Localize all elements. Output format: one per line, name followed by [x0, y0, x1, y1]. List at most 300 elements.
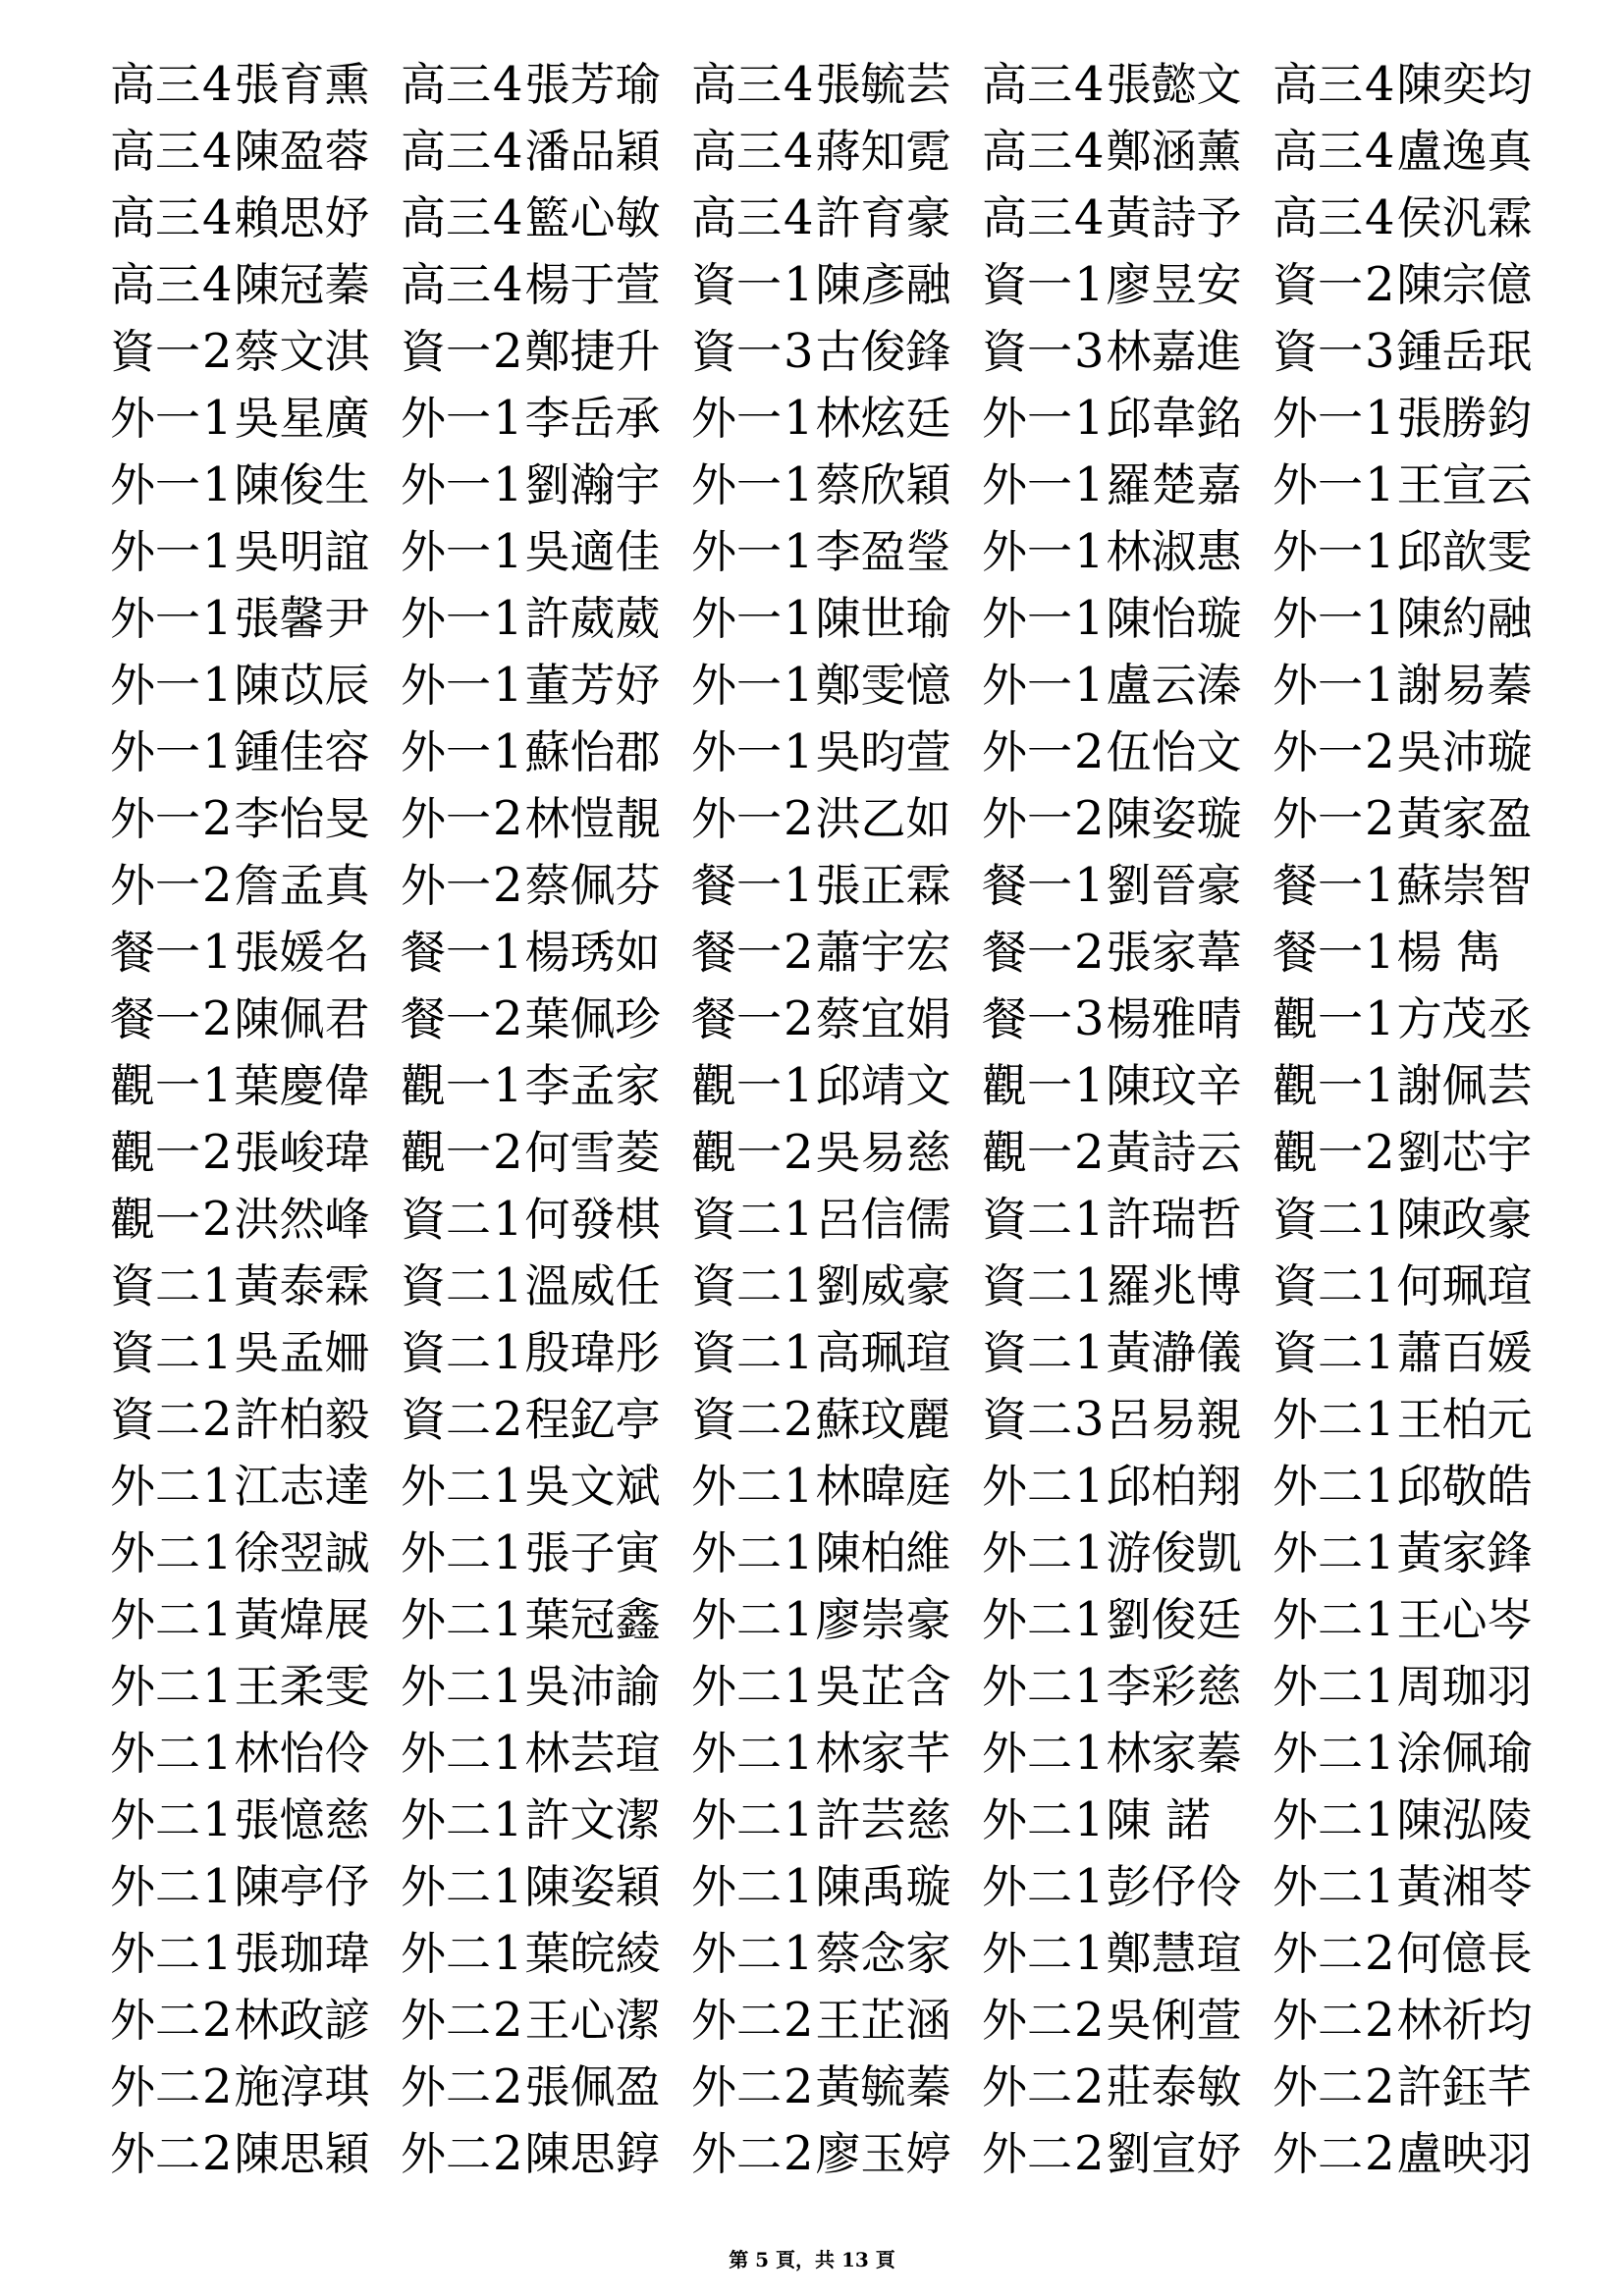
- class-number: 1: [1365, 991, 1395, 1046]
- class-label: 外二: [401, 1793, 491, 1846]
- student-entry: [691, 1119, 982, 1186]
- student-entry: [691, 51, 982, 118]
- class-label: 資二: [691, 1259, 782, 1312]
- class-label: 資二: [401, 1393, 491, 1446]
- student-name: 楊于萱: [524, 258, 661, 311]
- class-label: 外一: [401, 525, 491, 578]
- list-row: [110, 118, 1543, 185]
- student-entry: [401, 318, 691, 385]
- class-number: 2: [784, 1125, 814, 1180]
- class-label: 外二: [982, 1526, 1072, 1579]
- student-name: 楊琇如: [524, 926, 661, 979]
- student-entry: [401, 1586, 691, 1653]
- class-number: 1: [1074, 658, 1105, 713]
- student-entry: [401, 1319, 691, 1386]
- class-label: 外一: [110, 659, 200, 712]
- student-name: 陳泓陵: [1396, 1793, 1533, 1846]
- class-label: 資一: [401, 325, 491, 378]
- class-number: 2: [493, 858, 523, 913]
- class-label: 資一: [691, 325, 782, 378]
- student-entry: [982, 986, 1272, 1052]
- class-label: 外二: [1272, 1927, 1363, 1980]
- list-row: [110, 1319, 1543, 1386]
- class-label: 外二: [691, 1460, 782, 1513]
- student-list: [110, 51, 1543, 2187]
- class-number: 1: [1365, 1192, 1395, 1247]
- student-entry: [982, 385, 1272, 452]
- student-entry: [982, 2054, 1272, 2120]
- student-entry: [691, 652, 982, 719]
- student-entry: [401, 785, 691, 852]
- class-number: 2: [784, 2126, 814, 2181]
- student-entry: [1272, 1653, 1543, 1720]
- student-entry: [401, 652, 691, 719]
- student-entry: [1272, 785, 1543, 852]
- class-number: 1: [1365, 391, 1395, 446]
- class-number: 1: [1365, 1659, 1395, 1714]
- student-entry: [1272, 452, 1543, 518]
- class-number: 2: [493, 324, 523, 379]
- student-name: 邱柏翔: [1106, 1460, 1242, 1513]
- class-label: 外一: [982, 592, 1072, 645]
- list-row: [110, 1052, 1543, 1119]
- class-number: 1: [784, 1192, 814, 1247]
- student-name: 張馨尹: [234, 592, 370, 645]
- class-label: 外二: [1272, 1860, 1363, 1913]
- class-label: 外一: [1272, 725, 1363, 778]
- class-label: 高三: [110, 125, 200, 178]
- class-number: 2: [1074, 724, 1105, 779]
- student-entry: [691, 1720, 982, 1787]
- class-number: 1: [493, 1058, 523, 1113]
- student-name: 張育熏: [234, 58, 370, 111]
- student-name: 張正霖: [815, 859, 951, 912]
- student-entry: [982, 1386, 1272, 1453]
- student-name: 黃詩云: [1106, 1126, 1242, 1179]
- student-name: 林祈均: [1396, 1994, 1533, 2047]
- student-entry: [691, 2120, 982, 2187]
- student-name: 黃家盈: [1396, 792, 1533, 845]
- student-entry: [982, 1720, 1272, 1787]
- class-number: 1: [202, 1592, 233, 1647]
- class-number: 1: [784, 1792, 814, 1847]
- class-label: 高三: [401, 125, 491, 178]
- class-label: 資二: [982, 1259, 1072, 1312]
- student-entry: [982, 251, 1272, 318]
- student-entry: [1272, 2054, 1543, 2120]
- student-entry: [982, 318, 1272, 385]
- class-label: 外二: [691, 1927, 782, 1980]
- student-entry: [1272, 1119, 1543, 1186]
- student-name: 鍾佳容: [234, 725, 370, 778]
- student-entry: [401, 51, 691, 118]
- class-label: 觀一: [1272, 1126, 1363, 1179]
- student-name: 吳易慈: [815, 1126, 951, 1179]
- student-entry: [401, 185, 691, 251]
- class-label: 資二: [1272, 1326, 1363, 1379]
- class-label: 外一: [401, 792, 491, 845]
- class-number: 1: [1365, 1792, 1395, 1847]
- class-label: 外一: [691, 458, 782, 511]
- class-number: 2: [202, 1192, 233, 1247]
- class-label: 外二: [110, 1927, 200, 1980]
- student-name: 莊泰敏: [1106, 2060, 1242, 2113]
- class-label: 外二: [110, 1994, 200, 2047]
- class-label: 外一: [1272, 525, 1363, 578]
- class-number: 1: [784, 1459, 814, 1514]
- class-label: 外一: [401, 392, 491, 445]
- student-entry: [110, 1319, 401, 1386]
- class-number: 1: [493, 1325, 523, 1380]
- student-name: 王心潔: [524, 1994, 661, 2047]
- class-number: 1: [1074, 524, 1105, 579]
- class-number: 1: [1365, 457, 1395, 512]
- class-number: 4: [202, 57, 233, 112]
- student-entry: [982, 919, 1272, 986]
- class-label: 高三: [110, 258, 200, 311]
- class-number: 1: [202, 591, 233, 646]
- student-entry: [982, 518, 1272, 585]
- class-label: 外二: [982, 2060, 1072, 2113]
- class-number: 1: [493, 1726, 523, 1781]
- class-number: 2: [1074, 2126, 1105, 2181]
- student-name: 陳玟辛: [1106, 1059, 1242, 1112]
- student-name: 邱靖文: [815, 1059, 951, 1112]
- student-entry: [401, 385, 691, 452]
- student-entry: [691, 318, 982, 385]
- student-entry: [691, 1787, 982, 1853]
- class-label: 外二: [401, 1927, 491, 1980]
- student-name: 邱韋銘: [1106, 392, 1242, 445]
- class-label: 觀一: [1272, 1059, 1363, 1112]
- student-entry: [691, 518, 982, 585]
- student-name: 謝佩芸: [1396, 1059, 1533, 1112]
- class-label: 資二: [110, 1259, 200, 1312]
- list-row: [110, 585, 1543, 652]
- class-label: 外二: [1272, 2127, 1363, 2180]
- student-entry: [401, 1052, 691, 1119]
- student-name: 蘇崇智: [1396, 859, 1533, 912]
- class-number: 3: [1074, 991, 1105, 1046]
- student-entry: [1272, 1853, 1543, 1920]
- class-label: 餐一: [110, 926, 200, 979]
- student-entry: [691, 251, 982, 318]
- class-number: 2: [1074, 1993, 1105, 2048]
- student-name: 陳奕均: [1396, 58, 1533, 111]
- student-entry: [110, 1520, 401, 1586]
- student-name: 蘇玟麗: [815, 1393, 951, 1446]
- student-name: 洪乙如: [815, 792, 951, 845]
- student-entry: [110, 51, 401, 118]
- student-entry: [110, 251, 401, 318]
- student-name: 許葳葳: [524, 592, 661, 645]
- class-number: 1: [1074, 1525, 1105, 1580]
- student-entry: [401, 986, 691, 1052]
- student-name: 劉威豪: [815, 1259, 951, 1312]
- student-entry: [401, 1653, 691, 1720]
- student-name: 蔡念家: [815, 1927, 951, 1980]
- list-row: [110, 2120, 1543, 2187]
- student-entry: [1272, 318, 1543, 385]
- student-entry: [110, 1787, 401, 1853]
- class-number: 1: [784, 1592, 814, 1647]
- class-number: 1: [1074, 1726, 1105, 1781]
- student-entry: [1272, 1720, 1543, 1787]
- class-number: 1: [1365, 1325, 1395, 1380]
- class-label: 外二: [110, 1593, 200, 1646]
- student-entry: [401, 1453, 691, 1520]
- student-name: 許鈺芊: [1396, 2060, 1533, 2113]
- list-row: [110, 652, 1543, 719]
- student-entry: [1272, 2120, 1543, 2187]
- class-label: 外一: [110, 592, 200, 645]
- student-entry: [110, 452, 401, 518]
- student-name: 鄭雯憶: [815, 659, 951, 712]
- class-number: 1: [784, 591, 814, 646]
- class-label: 外二: [982, 1727, 1072, 1780]
- student-entry: [401, 518, 691, 585]
- student-name: 楊雅晴: [1106, 992, 1242, 1045]
- student-entry: [110, 652, 401, 719]
- class-label: 外一: [110, 392, 200, 445]
- student-entry: [691, 986, 982, 1052]
- class-number: 1: [202, 391, 233, 446]
- class-number: 1: [493, 925, 523, 980]
- student-name: 陳 諾: [1106, 1793, 1212, 1846]
- student-name: 邱敬皓: [1396, 1460, 1533, 1513]
- student-entry: [982, 1119, 1272, 1186]
- student-name: 王宣云: [1396, 458, 1533, 511]
- student-entry: [691, 452, 982, 518]
- student-name: 陳世瑜: [815, 592, 951, 645]
- class-label: 高三: [110, 191, 200, 244]
- list-row: [110, 518, 1543, 585]
- student-entry: [401, 1853, 691, 1920]
- class-number: 1: [493, 1258, 523, 1313]
- student-entry: [110, 1653, 401, 1720]
- class-label: 外一: [982, 525, 1072, 578]
- class-label: 高三: [691, 191, 782, 244]
- student-entry: [691, 1186, 982, 1253]
- class-label: 資一: [982, 325, 1072, 378]
- student-entry: [401, 1253, 691, 1319]
- class-label: 外一: [110, 458, 200, 511]
- student-entry: [982, 1319, 1272, 1386]
- class-number: 1: [1074, 1058, 1105, 1113]
- student-name: 溫威任: [524, 1259, 661, 1312]
- student-entry: [110, 1720, 401, 1787]
- class-number: 1: [784, 257, 814, 312]
- class-number: 2: [493, 2126, 523, 2181]
- student-entry: [401, 919, 691, 986]
- class-number: 2: [1365, 791, 1395, 846]
- student-entry: [982, 1186, 1272, 1253]
- student-name: 張勝鈞: [1396, 392, 1533, 445]
- class-label: 外二: [982, 1860, 1072, 1913]
- class-label: 外二: [691, 1994, 782, 2047]
- student-name: 伍怡文: [1106, 725, 1242, 778]
- class-number: 1: [784, 1726, 814, 1781]
- class-label: 外一: [982, 458, 1072, 511]
- class-number: 1: [1365, 1859, 1395, 1914]
- class-number: 1: [202, 658, 233, 713]
- list-row: [110, 1920, 1543, 1987]
- student-entry: [982, 1787, 1272, 1853]
- list-row: [110, 1787, 1543, 1853]
- student-entry: [691, 185, 982, 251]
- student-entry: [982, 785, 1272, 852]
- class-label: 外二: [401, 2060, 491, 2113]
- student-entry: [982, 1520, 1272, 1586]
- class-number: 3: [1365, 324, 1395, 379]
- class-number: 2: [1074, 791, 1105, 846]
- student-name: 陳苡辰: [234, 659, 370, 712]
- student-entry: [982, 51, 1272, 118]
- student-name: 蘇怡郡: [524, 725, 661, 778]
- class-number: 3: [1074, 324, 1105, 379]
- class-number: 1: [202, 1525, 233, 1580]
- class-label: 外一: [691, 525, 782, 578]
- page-footer: 第 5 頁，共 13 頁: [729, 2248, 895, 2271]
- student-entry: [110, 2120, 401, 2187]
- student-name: 林嘉進: [1106, 325, 1242, 378]
- class-label: 餐一: [1272, 859, 1363, 912]
- student-entry: [401, 452, 691, 518]
- class-number: 4: [1074, 124, 1105, 179]
- student-name: 吳星廣: [234, 392, 370, 445]
- student-name: 陳怡璇: [1106, 592, 1242, 645]
- class-number: 1: [1074, 1859, 1105, 1914]
- student-entry: [401, 719, 691, 785]
- class-label: 外一: [982, 659, 1072, 712]
- class-label: 外二: [1272, 1660, 1363, 1713]
- student-entry: [1272, 719, 1543, 785]
- student-entry: [691, 1253, 982, 1319]
- student-name: 蔡欣穎: [815, 458, 951, 511]
- class-number: 1: [1365, 1459, 1395, 1514]
- student-entry: [691, 719, 982, 785]
- class-number: 1: [1365, 925, 1395, 980]
- list-row: [110, 1987, 1543, 2054]
- class-label: 外二: [691, 1660, 782, 1713]
- class-label: 外一: [401, 859, 491, 912]
- student-name: 陳盈蓉: [234, 125, 370, 178]
- class-number: 2: [784, 2059, 814, 2114]
- class-label: 資二: [401, 1326, 491, 1379]
- student-name: 陳姿璇: [1106, 792, 1242, 845]
- student-entry: [401, 118, 691, 185]
- student-entry: [982, 2120, 1272, 2187]
- student-entry: [110, 1987, 401, 2054]
- class-number: 4: [493, 124, 523, 179]
- student-name: 吳沛諭: [524, 1660, 661, 1713]
- class-label: 餐一: [110, 992, 200, 1045]
- class-label: 資二: [691, 1393, 782, 1446]
- class-label: 資二: [982, 1326, 1072, 1379]
- student-entry: [401, 2120, 691, 2187]
- student-name: 鄭慧瑄: [1106, 1927, 1242, 1980]
- list-row: [110, 1386, 1543, 1453]
- student-entry: [110, 318, 401, 385]
- student-name: 陳禹璇: [815, 1860, 951, 1913]
- student-name: 張家葦: [1106, 926, 1242, 979]
- student-entry: [110, 919, 401, 986]
- class-number: 1: [1074, 1459, 1105, 1514]
- class-label: 外二: [1272, 1593, 1363, 1646]
- student-entry: [401, 1987, 691, 2054]
- student-entry: [691, 1920, 982, 1987]
- class-number: 4: [784, 124, 814, 179]
- student-name: 賴思妤: [234, 191, 370, 244]
- student-entry: [401, 585, 691, 652]
- class-label: 外二: [1272, 1793, 1363, 1846]
- class-number: 1: [493, 658, 523, 713]
- class-number: 1: [784, 1525, 814, 1580]
- class-number: 3: [1074, 1392, 1105, 1447]
- class-label: 觀一: [982, 1126, 1072, 1179]
- class-number: 2: [493, 791, 523, 846]
- student-entry: [401, 1920, 691, 1987]
- student-entry: [401, 251, 691, 318]
- student-name: 張珈瑋: [234, 1927, 370, 1980]
- class-label: 外二: [691, 2060, 782, 2113]
- class-number: 4: [202, 257, 233, 312]
- class-number: 1: [493, 457, 523, 512]
- student-name: 張媛名: [234, 926, 370, 979]
- class-label: 外一: [982, 725, 1072, 778]
- student-name: 何雪菱: [524, 1126, 661, 1179]
- student-entry: [110, 585, 401, 652]
- student-name: 羅楚嘉: [1106, 458, 1242, 511]
- student-name: 林芸瑄: [524, 1727, 661, 1780]
- class-label: 外二: [691, 1860, 782, 1913]
- class-label: 外一: [982, 392, 1072, 445]
- class-number: 1: [784, 1325, 814, 1380]
- student-name: 吳明誼: [234, 525, 370, 578]
- class-label: 外一: [401, 725, 491, 778]
- student-name: 林怡伶: [234, 1727, 370, 1780]
- student-name: 鄭捷升: [524, 325, 661, 378]
- class-number: 4: [1074, 57, 1105, 112]
- class-label: 外一: [110, 792, 200, 845]
- class-number: 1: [784, 858, 814, 913]
- student-entry: [691, 1987, 982, 2054]
- class-number: 2: [202, 1125, 233, 1180]
- student-name: 廖崇豪: [815, 1593, 951, 1646]
- student-entry: [1272, 585, 1543, 652]
- class-number: 2: [1365, 2126, 1395, 2181]
- student-name: 吳沛璇: [1396, 725, 1533, 778]
- class-number: 1: [493, 591, 523, 646]
- student-name: 張憶慈: [234, 1793, 370, 1846]
- class-label: 資一: [691, 258, 782, 311]
- class-label: 外一: [1272, 592, 1363, 645]
- student-name: 盧云溱: [1106, 659, 1242, 712]
- class-number: 1: [784, 1058, 814, 1113]
- student-name: 黃煒展: [234, 1593, 370, 1646]
- class-number: 1: [493, 391, 523, 446]
- class-label: 觀一: [110, 1126, 200, 1179]
- class-number: 1: [1365, 1258, 1395, 1313]
- class-number: 4: [1365, 190, 1395, 245]
- class-number: 1: [1365, 858, 1395, 913]
- class-label: 外二: [691, 1727, 782, 1780]
- student-name: 陳思穎: [234, 2127, 370, 2180]
- student-entry: [110, 719, 401, 785]
- student-entry: [691, 1052, 982, 1119]
- student-entry: [110, 852, 401, 919]
- class-label: 餐一: [691, 859, 782, 912]
